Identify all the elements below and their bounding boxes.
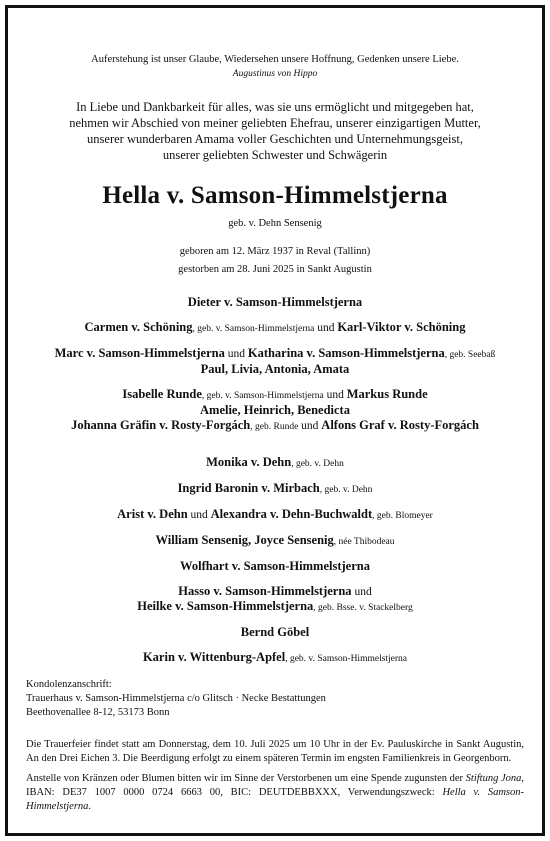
mourner-name: Monika v. Dehn (206, 455, 292, 469)
mourner-note: , geb. v. Dehn (291, 459, 344, 469)
deceased-name: Hella v. Samson-Himmelstjerna (102, 182, 448, 209)
conjunction: und (351, 586, 372, 598)
intro-line: unserer geliebten Schwester und Schwägerin (162, 148, 388, 162)
family-line (26, 599, 524, 615)
mourner-name: Paul, Livia, Antonia, Amata (200, 362, 350, 376)
donation-reference: Hella v. Samson-Himmelstjerna (26, 787, 525, 812)
mourner-name: Hasso v. Samson-Himmelstjerna (178, 584, 352, 598)
conjunction: und (323, 389, 347, 401)
mourner-note: , née Thibodeau (333, 537, 395, 547)
mourner-note: , geb. v. Dehn (319, 485, 373, 495)
mourner-name: Alexandra v. Dehn-Buchwaldt (210, 507, 373, 521)
obituary-content (26, 8, 524, 814)
family-line (26, 403, 524, 418)
mourner-name: Karl-Viktor v. Schöning (337, 320, 466, 334)
obituary-card (5, 5, 545, 836)
donation-info (26, 772, 524, 814)
mourner-name: Bernd Göbel (240, 625, 310, 639)
quote-block (26, 53, 524, 81)
mourner-note: , geb. Runde (250, 422, 299, 432)
intro-line: unserer wunderbaren Amama voller Geschichten und Unternehmungsgeist, (87, 132, 463, 146)
donation-organization: Stiftung Jona (465, 773, 522, 784)
family-line (26, 362, 524, 377)
family-line (26, 320, 524, 336)
family-line (26, 295, 524, 310)
family-line (26, 481, 524, 497)
mourner-note: , geb. v. Samson-Himmelstjerna (192, 324, 315, 334)
family-line (26, 559, 524, 574)
family-line (26, 346, 524, 362)
intro-text (26, 99, 524, 163)
maiden-name: geb. v. Dehn Sensenig (228, 218, 322, 229)
conjunction: und (187, 509, 211, 521)
mourner-name: William Sensenig, Joyce Sensenig (155, 533, 334, 547)
mourner-name: Heilke v. Samson-Himmelstjerna (137, 599, 314, 613)
mourner-note: , geb. Bsse. v. Stackelberg (313, 603, 413, 613)
mourner-name: Katharina v. Samson-Himmelstjerna (247, 346, 445, 360)
mourner-note: , geb. Blomeyer (372, 511, 433, 521)
birth-date: geboren am 12. März 1937 in Reval (Tallinn) (179, 246, 371, 257)
service-info: Die Trauerfeier findet statt am Donnerstag, dem 10. Juli 2025 um 10 Uhr in der Ev. Pauluskirche in Sankt Augustin, An den Drei Eichen 3. Die Beerdigung erfolgt zu einem späteren Termin im engsten Familienkreis in Georgenborn. (26, 739, 524, 764)
family-line (26, 455, 524, 471)
family-list (26, 295, 524, 666)
mourner-name: Carmen v. Schöning (84, 320, 193, 334)
mourner-name: Isabelle Runde (122, 387, 202, 401)
conjunction: und (298, 420, 322, 432)
mourner-note: , geb. v. Samson-Himmelstjerna (285, 654, 408, 664)
mourner-note: , geb. Seebaß (444, 350, 496, 360)
conjunction: und (314, 322, 338, 334)
mourner-name: Marc v. Samson-Himmelstjerna (54, 346, 225, 360)
intro-line: nehmen wir Abschied von meiner geliebten Ehefrau, unserer einzigartigen Mutter, (69, 116, 481, 130)
family-line (26, 650, 524, 666)
mourner-name: Markus Runde (346, 387, 428, 401)
conjunction: und (224, 348, 248, 360)
quote-text: Auferstehung ist unser Glaube, Wiedersehen unsere Hoffnung, Gedenken unsere Liebe. (91, 54, 459, 65)
mourner-name: Wolfhart v. Samson-Himmelstjerna (180, 559, 370, 573)
mourner-name: Amelie, Heinrich, Benedicta (200, 403, 350, 417)
family-line (26, 625, 524, 640)
family-line (26, 507, 524, 523)
life-dates (26, 243, 524, 279)
mourner-name: Arist v. Dehn (117, 507, 188, 521)
quote-author: Augustinus von Hippo (232, 69, 318, 79)
mourner-name: Karin v. Wittenburg-Apfel (142, 650, 286, 664)
donation-end: . (88, 801, 92, 812)
family-line (26, 418, 524, 434)
donation-text: Anstelle von Kränzen oder Blumen bitten wir im Sinne der Verstorbenen um eine Spende zugunsten der (26, 773, 466, 784)
family-line (26, 387, 524, 403)
condolence-line: Beethovenallee 8-12, 53173 Bonn (26, 707, 170, 718)
intro-line: In Liebe und Dankbarkeit für alles, was sie uns ermöglicht und mitgegeben hat, (76, 100, 474, 114)
donation-bank-details: , IBAN: DE37 1007 0000 0724 6663 00, BIC: DEUTDEBBXXX, Verwendungszweck: (26, 773, 524, 798)
mourner-name: Ingrid Baronin v. Mirbach (177, 481, 320, 495)
death-date: gestorben am 28. Juni 2025 in Sankt Augustin (178, 264, 372, 275)
mourner-note: , geb. v. Samson-Himmelstjerna (201, 391, 324, 401)
condolence-line: Trauerhaus v. Samson-Himmelstjerna c/o Glitsch · Necke Bestattungen (26, 693, 326, 704)
mourner-name: Dieter v. Samson-Himmelstjerna (187, 295, 363, 309)
mourner-name: Johanna Gräfin v. Rosty-Forgách (71, 418, 251, 432)
family-line (26, 584, 524, 599)
mourner-name: Alfons Graf v. Rosty-Forgách (321, 418, 479, 432)
condolence-address (26, 678, 524, 720)
condolence-label: Kondolenzanschrift: (26, 679, 112, 690)
family-line (26, 533, 524, 549)
